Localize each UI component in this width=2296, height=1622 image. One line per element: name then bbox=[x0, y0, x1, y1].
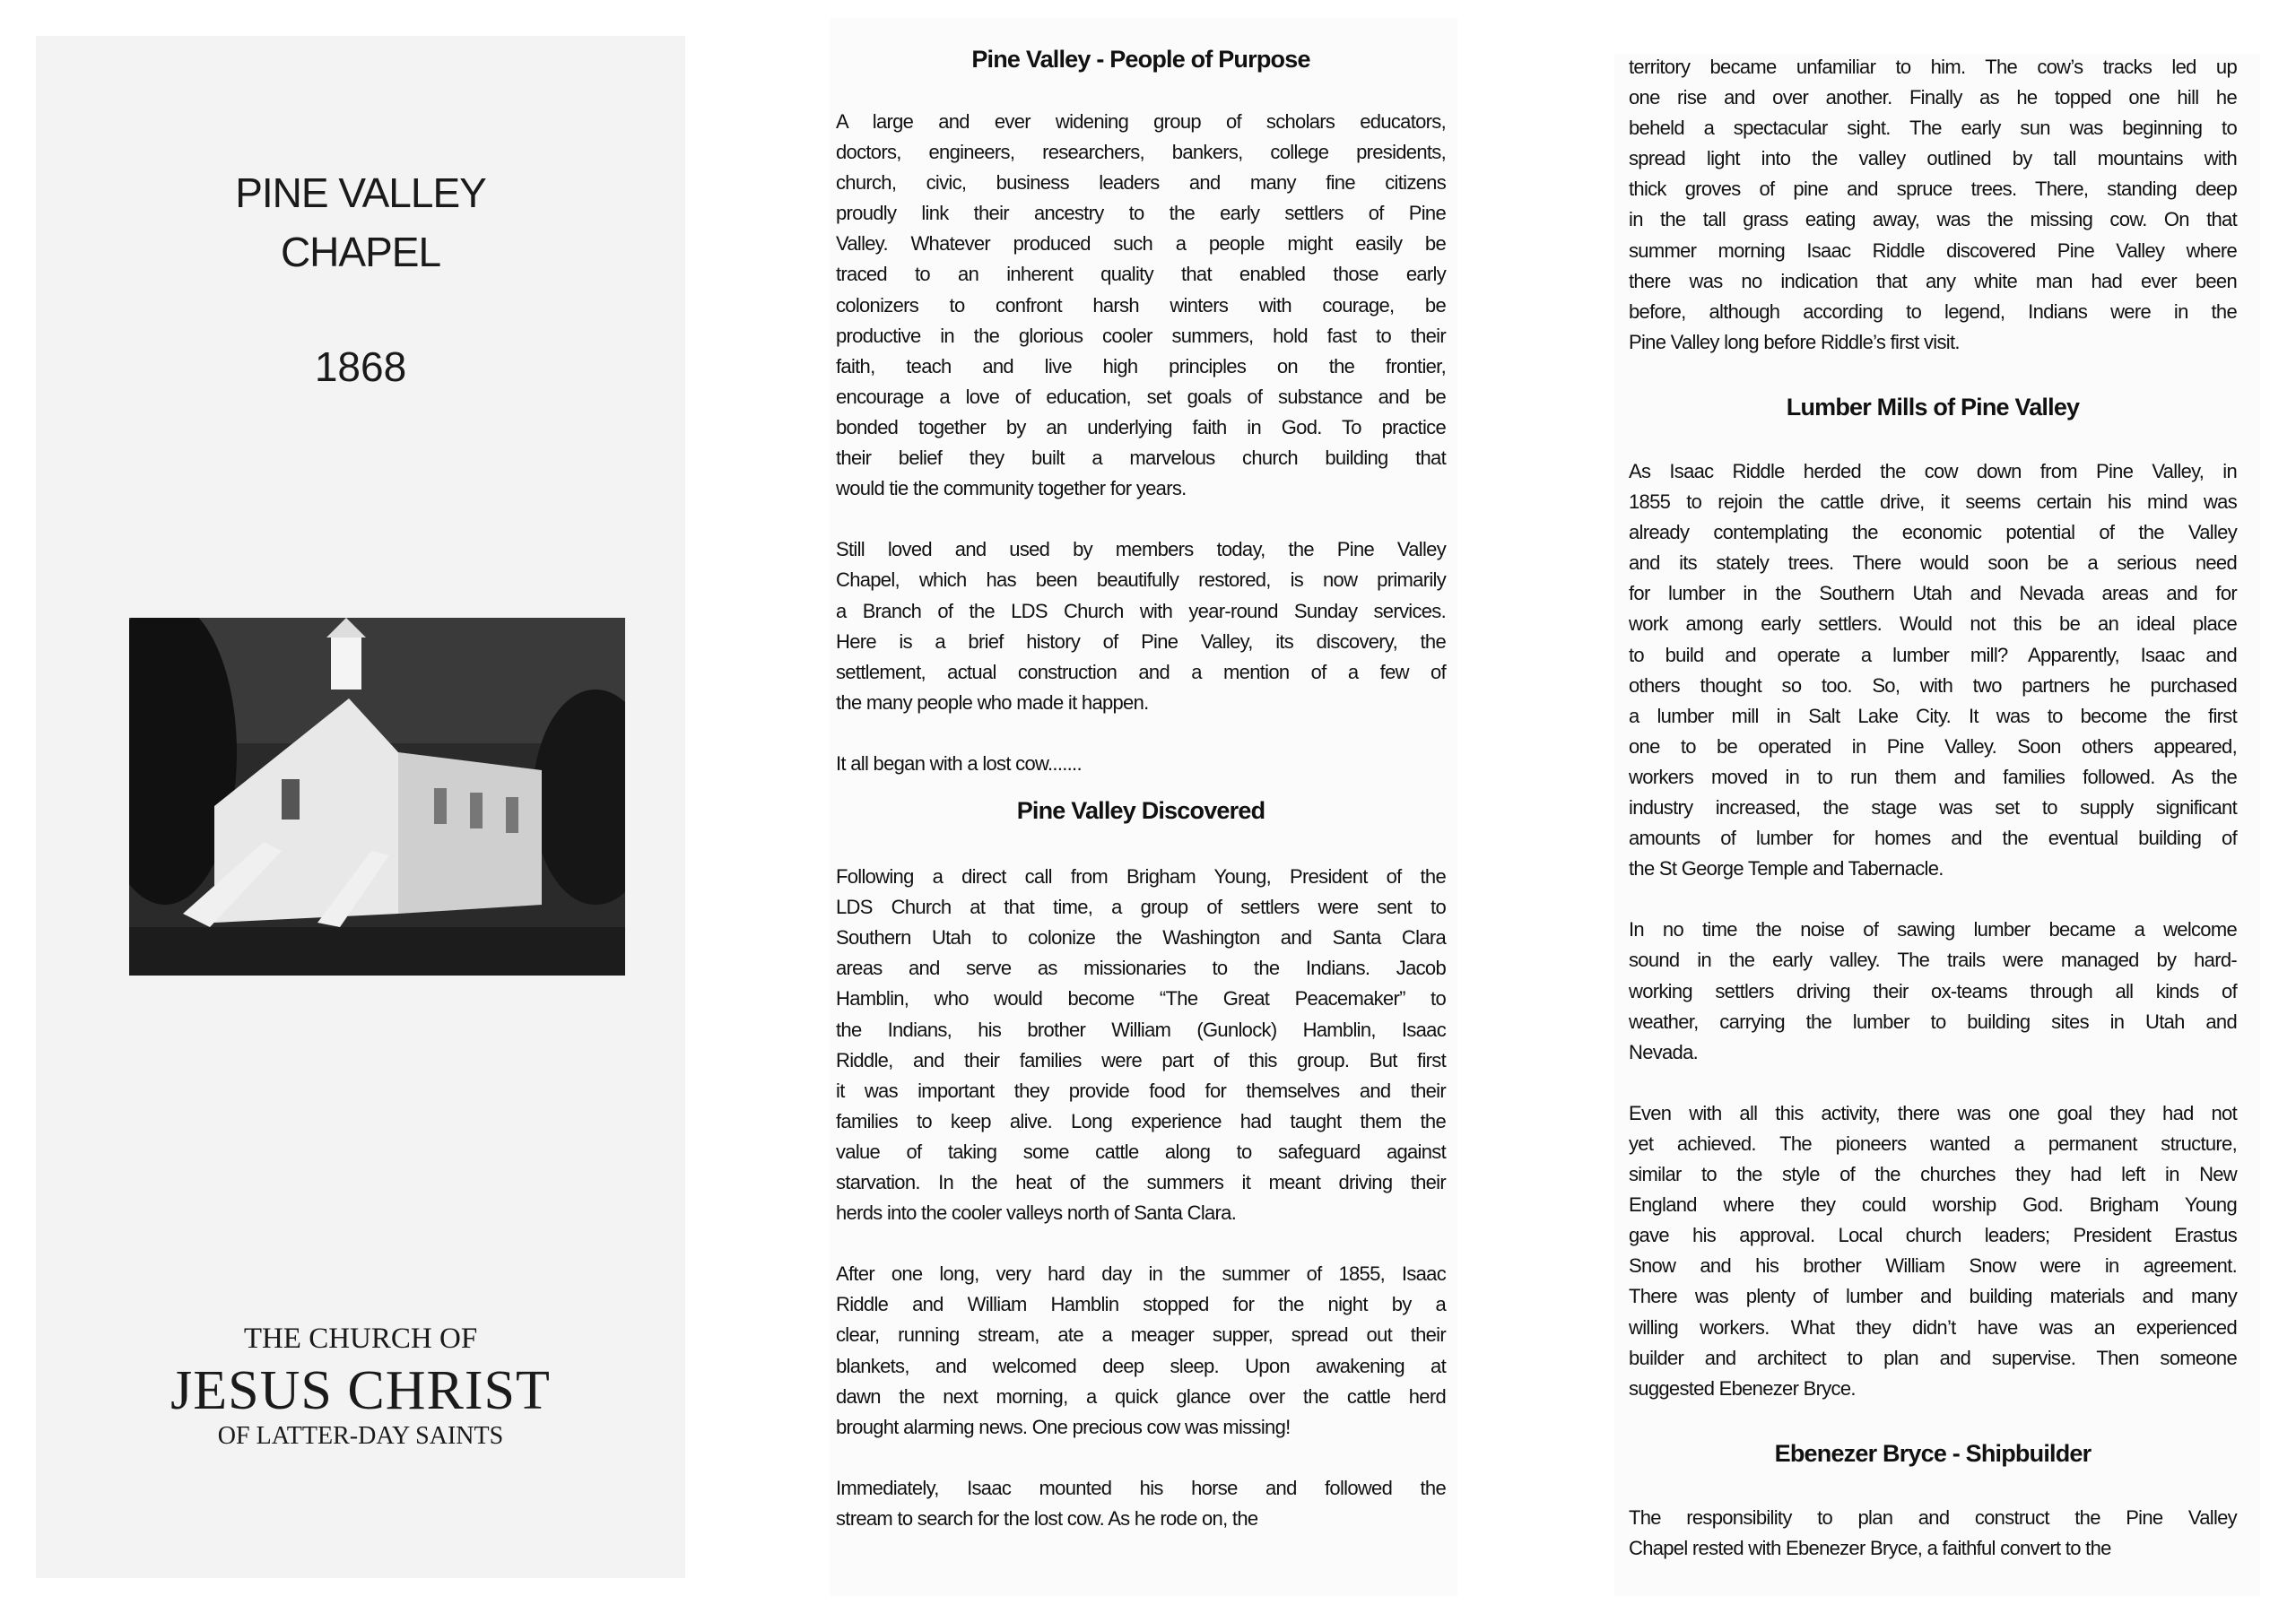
text-line: In no time the noise of sawing lumber became a welcome bbox=[1629, 918, 2237, 941]
text-line: workers moved in to run them and families followed. As the bbox=[1629, 765, 2237, 788]
church-name-line3: OF LATTER-DAY SAINTS bbox=[217, 1422, 504, 1450]
text-line: would tie the community together for years. bbox=[836, 477, 1187, 500]
text-line: Riddle and William Hamblin stopped for the night by a bbox=[836, 1293, 1446, 1316]
text-line: for lumber in the Southern Utah and Nevada areas and for bbox=[1629, 582, 2237, 605]
text-line: value of taking some cattle along to safeguard against bbox=[836, 1140, 1446, 1163]
text-line: the Indians, his brother William (Gunlock) Hamblin, Isaac bbox=[836, 1018, 1446, 1041]
text-line: before, although according to legend, Indians were in the bbox=[1629, 299, 2237, 323]
text-line: a Branch of the LDS Church with year-round Sunday services. bbox=[836, 599, 1446, 622]
text-line: faith, teach and live high principles on the frontier, bbox=[836, 354, 1446, 377]
text-line: After one long, very hard day in the summer of 1855, Isaac bbox=[836, 1262, 1446, 1286]
text-line: traced to an inherent quality that enabled those early bbox=[836, 263, 1446, 286]
cover-year: 1868 bbox=[314, 343, 407, 390]
text-line: a lumber mill in Salt Lake City. It was to become the first bbox=[1629, 704, 2237, 727]
paragraph bbox=[836, 107, 1446, 504]
text-line: Pine Valley long before Riddle’s first visit. bbox=[1629, 330, 1960, 353]
heading-lumber-mills: Lumber Mills of Pine Valley bbox=[1786, 393, 2080, 421]
text-line: it was important they provide food for themselves and their bbox=[836, 1079, 1446, 1102]
text-line: Riddle, and their families were part of this group. But first bbox=[836, 1048, 1446, 1071]
text-line: 1855 to rejoin the cattle drive, it seems certain his mind was bbox=[1629, 490, 2237, 514]
text-line: summer morning Isaac Riddle discovered Pine Valley where bbox=[1629, 239, 2237, 262]
text-line: clear, running stream, ate a meager supper, spread out their bbox=[836, 1323, 1446, 1347]
text-line: As Isaac Riddle herded the cow down from Pine Valley, in bbox=[1629, 459, 2237, 482]
text-line: the St George Temple and Tabernacle. bbox=[1629, 857, 1944, 880]
text-line: beheld a spectacular sight. The early sun was beginning to bbox=[1629, 117, 2237, 140]
cover-panel bbox=[36, 36, 685, 1578]
text-line: spread light into the valley outlined by tall mountains with bbox=[1629, 147, 2237, 170]
paragraph bbox=[836, 862, 1446, 1228]
text-line: there was no indication that any white man had ever been bbox=[1629, 269, 2237, 292]
text-line: suggested Ebenezer Bryce. bbox=[1629, 1376, 1856, 1400]
text-line: stream to search for the lost cow. As he rode on, the bbox=[836, 1507, 1258, 1531]
text-line: England where they could worship God. Brigham Young bbox=[1629, 1193, 2237, 1217]
text-line: Still loved and used by members today, the Pine Valley bbox=[836, 538, 1446, 561]
paragraph bbox=[836, 1259, 1446, 1443]
text-line: gave his approval. Local church leaders; President Erastus bbox=[1629, 1224, 2237, 1247]
text-line: to build and operate a lumber mill? Apparently, Isaac and bbox=[1629, 643, 2237, 666]
cover-title-line1: PINE VALLEY bbox=[235, 169, 486, 216]
paragraph bbox=[1629, 1098, 2237, 1404]
text-line: Following a direct call from Brigham Young, President of the bbox=[836, 865, 1446, 889]
text-line: starvation. In the heat of the summers it meant driving their bbox=[836, 1171, 1446, 1193]
text-line: brought alarming news. One precious cow was missing! bbox=[836, 1415, 1291, 1438]
text-line: amounts of lumber for homes and the eventual building of bbox=[1629, 827, 2237, 850]
text-line: encourage a love of education, set goals of substance and be bbox=[836, 385, 1446, 408]
paragraph bbox=[836, 749, 1446, 779]
text-line: bonded together by an underlying faith in God. To practice bbox=[836, 415, 1446, 438]
text-line: Valley. Whatever produced such a people might easily be bbox=[836, 232, 1446, 256]
text-line: builder and architect to plan and supervise. Then someone bbox=[1629, 1346, 2237, 1369]
paragraph bbox=[1629, 915, 2237, 1067]
church-name-line2: JESUS CHRIST bbox=[170, 1360, 551, 1421]
text-line: thick groves of pine and spruce trees. There, standing deep bbox=[1629, 178, 2237, 201]
text-line: dawn the next morning, a quick glance over the cattle herd bbox=[836, 1384, 1446, 1408]
heading-pine-valley-discovered: Pine Valley Discovered bbox=[1016, 797, 1265, 825]
text-line: Southern Utah to colonize the Washington and Santa Clara bbox=[836, 926, 1446, 950]
text-line: It all began with a lost cow....... bbox=[836, 751, 1082, 775]
text-line: willing workers. What they didn’t have was an experienced bbox=[1629, 1315, 2237, 1339]
paragraph bbox=[836, 1473, 1446, 1534]
text-line: Immediately, Isaac mounted his horse and followed the bbox=[836, 1476, 1446, 1499]
paragraph bbox=[1629, 456, 2237, 884]
text-line: Hamblin, who would become “The Great Peacemaker” to bbox=[836, 987, 1446, 1010]
text-line: one rise and over another. Finally as he topped one hill he bbox=[1629, 86, 2237, 109]
text-line: sound in the early valley. The trails were managed by hard- bbox=[1629, 949, 2237, 972]
text-line: Nevada. bbox=[1629, 1040, 1699, 1063]
text-line: the many people who made it happen. bbox=[836, 690, 1149, 714]
text-line: work among early settlers. Would not this be an ideal place bbox=[1629, 612, 2237, 636]
text-line: Chapel, which has been beautifully restored, is now primarily bbox=[836, 568, 1446, 592]
text-line: and its stately trees. There would soon be a serious need bbox=[1629, 551, 2237, 575]
text-line: productive in the glorious cooler summers, hold fast to their bbox=[836, 324, 1446, 347]
text-line: in the tall grass eating away, was the missing cow. On that bbox=[1629, 208, 2237, 231]
text-line: territory became unfamiliar to him. The cow’s tracks led up bbox=[1629, 56, 2237, 78]
text-line: working settlers driving their ox-teams through all kinds of bbox=[1629, 979, 2237, 1002]
chapel-photo bbox=[129, 618, 625, 976]
text-line: similar to the style of the churches they had left in New bbox=[1629, 1163, 2237, 1186]
text-line: blankets, and welcomed deep sleep. Upon awakening at bbox=[836, 1354, 1446, 1377]
text-line: weather, carrying the lumber to building sites in Utah and bbox=[1629, 1010, 2237, 1033]
text-line: Here is a brief history of Pine Valley, its discovery, the bbox=[836, 629, 1446, 653]
text-line: their belief they built a marvelous church building that bbox=[836, 447, 1446, 470]
text-line: Even with all this activity, there was one goal they had not bbox=[1629, 1101, 2237, 1124]
paragraph bbox=[1629, 1503, 2237, 1564]
text-line: one to be operated in Pine Valley. Soon others appeared, bbox=[1629, 734, 2237, 758]
text-line: Snow and his brother William Snow were in agreement. bbox=[1629, 1254, 2237, 1278]
middle-column bbox=[836, 44, 1446, 1565]
paragraph bbox=[1629, 52, 2237, 358]
text-line: church, civic, business leaders and many fine citizens bbox=[836, 171, 1446, 195]
church-name-line1: THE CHURCH OF bbox=[243, 1323, 478, 1355]
heading-people-of-purpose: Pine Valley - People of Purpose bbox=[971, 46, 1310, 73]
text-line: herds into the cooler valleys north of Santa Clara. bbox=[836, 1201, 1237, 1225]
text-line: colonizers to confront harsh winters with courage, be bbox=[836, 293, 1446, 317]
paragraph bbox=[836, 534, 1446, 718]
text-line: others thought so too. So, with two partners he purchased bbox=[1629, 673, 2237, 697]
text-line: The responsibility to plan and construct the Pine Valley bbox=[1629, 1505, 2237, 1529]
right-column bbox=[1629, 52, 2237, 1594]
text-line: already contemplating the economic potential of the Valley bbox=[1629, 521, 2237, 544]
text-line: settlement, actual construction and a mention of a few of bbox=[836, 660, 1446, 683]
text-line: families to keep alive. Long experience had taught them the bbox=[836, 1109, 1446, 1132]
text-line: doctors, engineers, researchers, bankers, college presidents, bbox=[836, 141, 1446, 164]
text-line: industry increased, the stage was set to supply significant bbox=[1629, 795, 2237, 819]
heading-ebenezer-bryce: Ebenezer Bryce - Shipbuilder bbox=[1774, 1439, 2092, 1467]
text-line: proudly link their ancestry to the early settlers of Pine bbox=[836, 202, 1446, 225]
text-line: Chapel rested with Ebenezer Bryce, a faithful convert to the bbox=[1629, 1536, 2111, 1559]
cover-title-line2: CHAPEL bbox=[280, 229, 441, 275]
text-line: LDS Church at that time, a group of settlers were sent to bbox=[836, 896, 1446, 919]
text-line: areas and serve as missionaries to the Indians. Jacob bbox=[836, 957, 1446, 980]
text-line: yet achieved. The pioneers wanted a permanent structure, bbox=[1629, 1132, 2237, 1155]
text-line: There was plenty of lumber and building materials and many bbox=[1629, 1285, 2237, 1308]
text-line: A large and ever widening group of scholars educators, bbox=[836, 110, 1446, 133]
